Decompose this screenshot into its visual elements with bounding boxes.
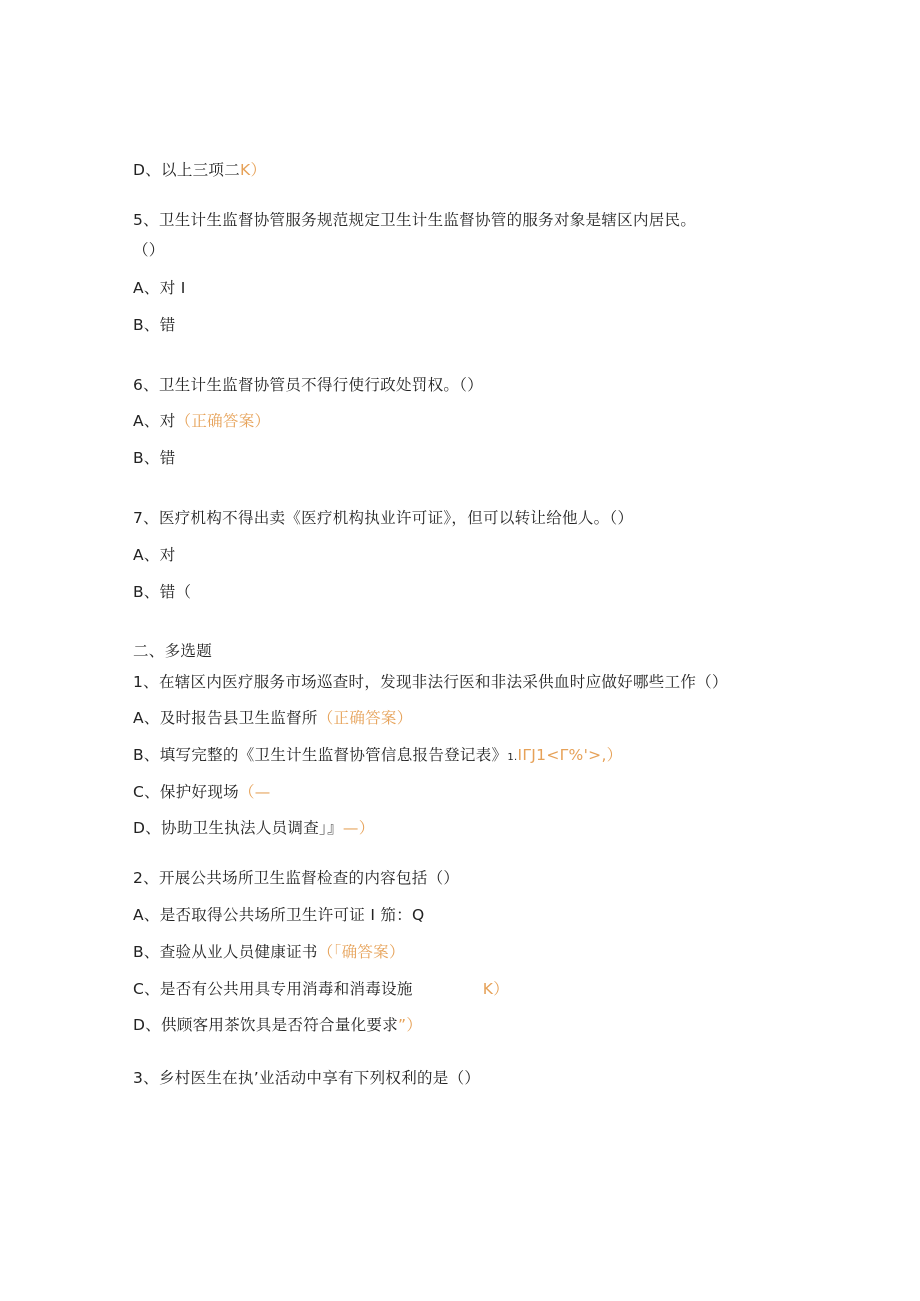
option-line: B、查验从业人员健康证书（「确答案） bbox=[133, 943, 405, 961]
question-line: 3、乡村医生在执’业活动中享有下列权利的是（） bbox=[133, 1069, 481, 1087]
footnote-mark: 1. bbox=[507, 752, 518, 763]
question-line: 7、医疗机构不得出卖《医疗机构执业许可证》，但可以转让给他人。（） bbox=[133, 509, 634, 527]
question-line: 1、在辖区内医疗服务市场巡查时，发现非法行医和非法采供血时应做好哪些工作（） bbox=[133, 673, 728, 691]
option-line: A、对 I bbox=[133, 279, 186, 297]
option-line: A、对 bbox=[133, 546, 176, 564]
section-heading: 二、多选题 bbox=[133, 642, 213, 660]
option-line: D、以上三项二K） bbox=[133, 161, 267, 179]
option-line: D、协助卫生执法人员调查」』—） bbox=[133, 819, 375, 837]
answer-mark: K） bbox=[482, 980, 509, 998]
option-line: A、对（正确答案） bbox=[133, 412, 271, 430]
answer-mark: IΓJ1<Γ%'>,） bbox=[517, 746, 623, 764]
option-line: B、填写完整的《卫生计生监督协管信息报告登记表》1.IΓJ1<Γ%'>,） bbox=[133, 746, 623, 764]
option-line: C、保护好现场（— bbox=[133, 783, 271, 801]
answer-mark: （正确答案） bbox=[175, 412, 271, 430]
option-line: B、错 bbox=[133, 449, 176, 467]
option-line: C、是否有公共用具专用消毒和消毒设施 K） bbox=[133, 980, 509, 998]
question-line: 5、卫生计生监督协管服务规范规定卫生计生监督协管的服务对象是辖区内居民。 bbox=[133, 211, 697, 229]
option-line: B、错（ bbox=[133, 583, 192, 601]
question-line: 6、卫生计生监督协管员不得行使行政处罚权。（） bbox=[133, 376, 484, 394]
answer-mark: （正确答案） bbox=[317, 709, 413, 727]
answer-mark: —） bbox=[342, 819, 375, 837]
answer-mark: （— bbox=[238, 783, 271, 801]
option-line: A、及时报告县卫生监督所（正确答案） bbox=[133, 709, 413, 727]
answer-mark: （「确答案） bbox=[317, 943, 405, 961]
option-line: D、供顾客用茶饮具是否符合量化要求”） bbox=[133, 1016, 423, 1034]
option-line: B、错 bbox=[133, 316, 176, 334]
answer-mark: ”） bbox=[398, 1016, 423, 1034]
question-line: 2、开展公共场所卫生监督检查的内容包括（） bbox=[133, 869, 460, 887]
option-line: A、是否取得公共场所卫生许可证 I 笳：Q bbox=[133, 906, 425, 924]
question-blank: （） bbox=[133, 241, 165, 259]
answer-mark: K） bbox=[240, 161, 267, 179]
